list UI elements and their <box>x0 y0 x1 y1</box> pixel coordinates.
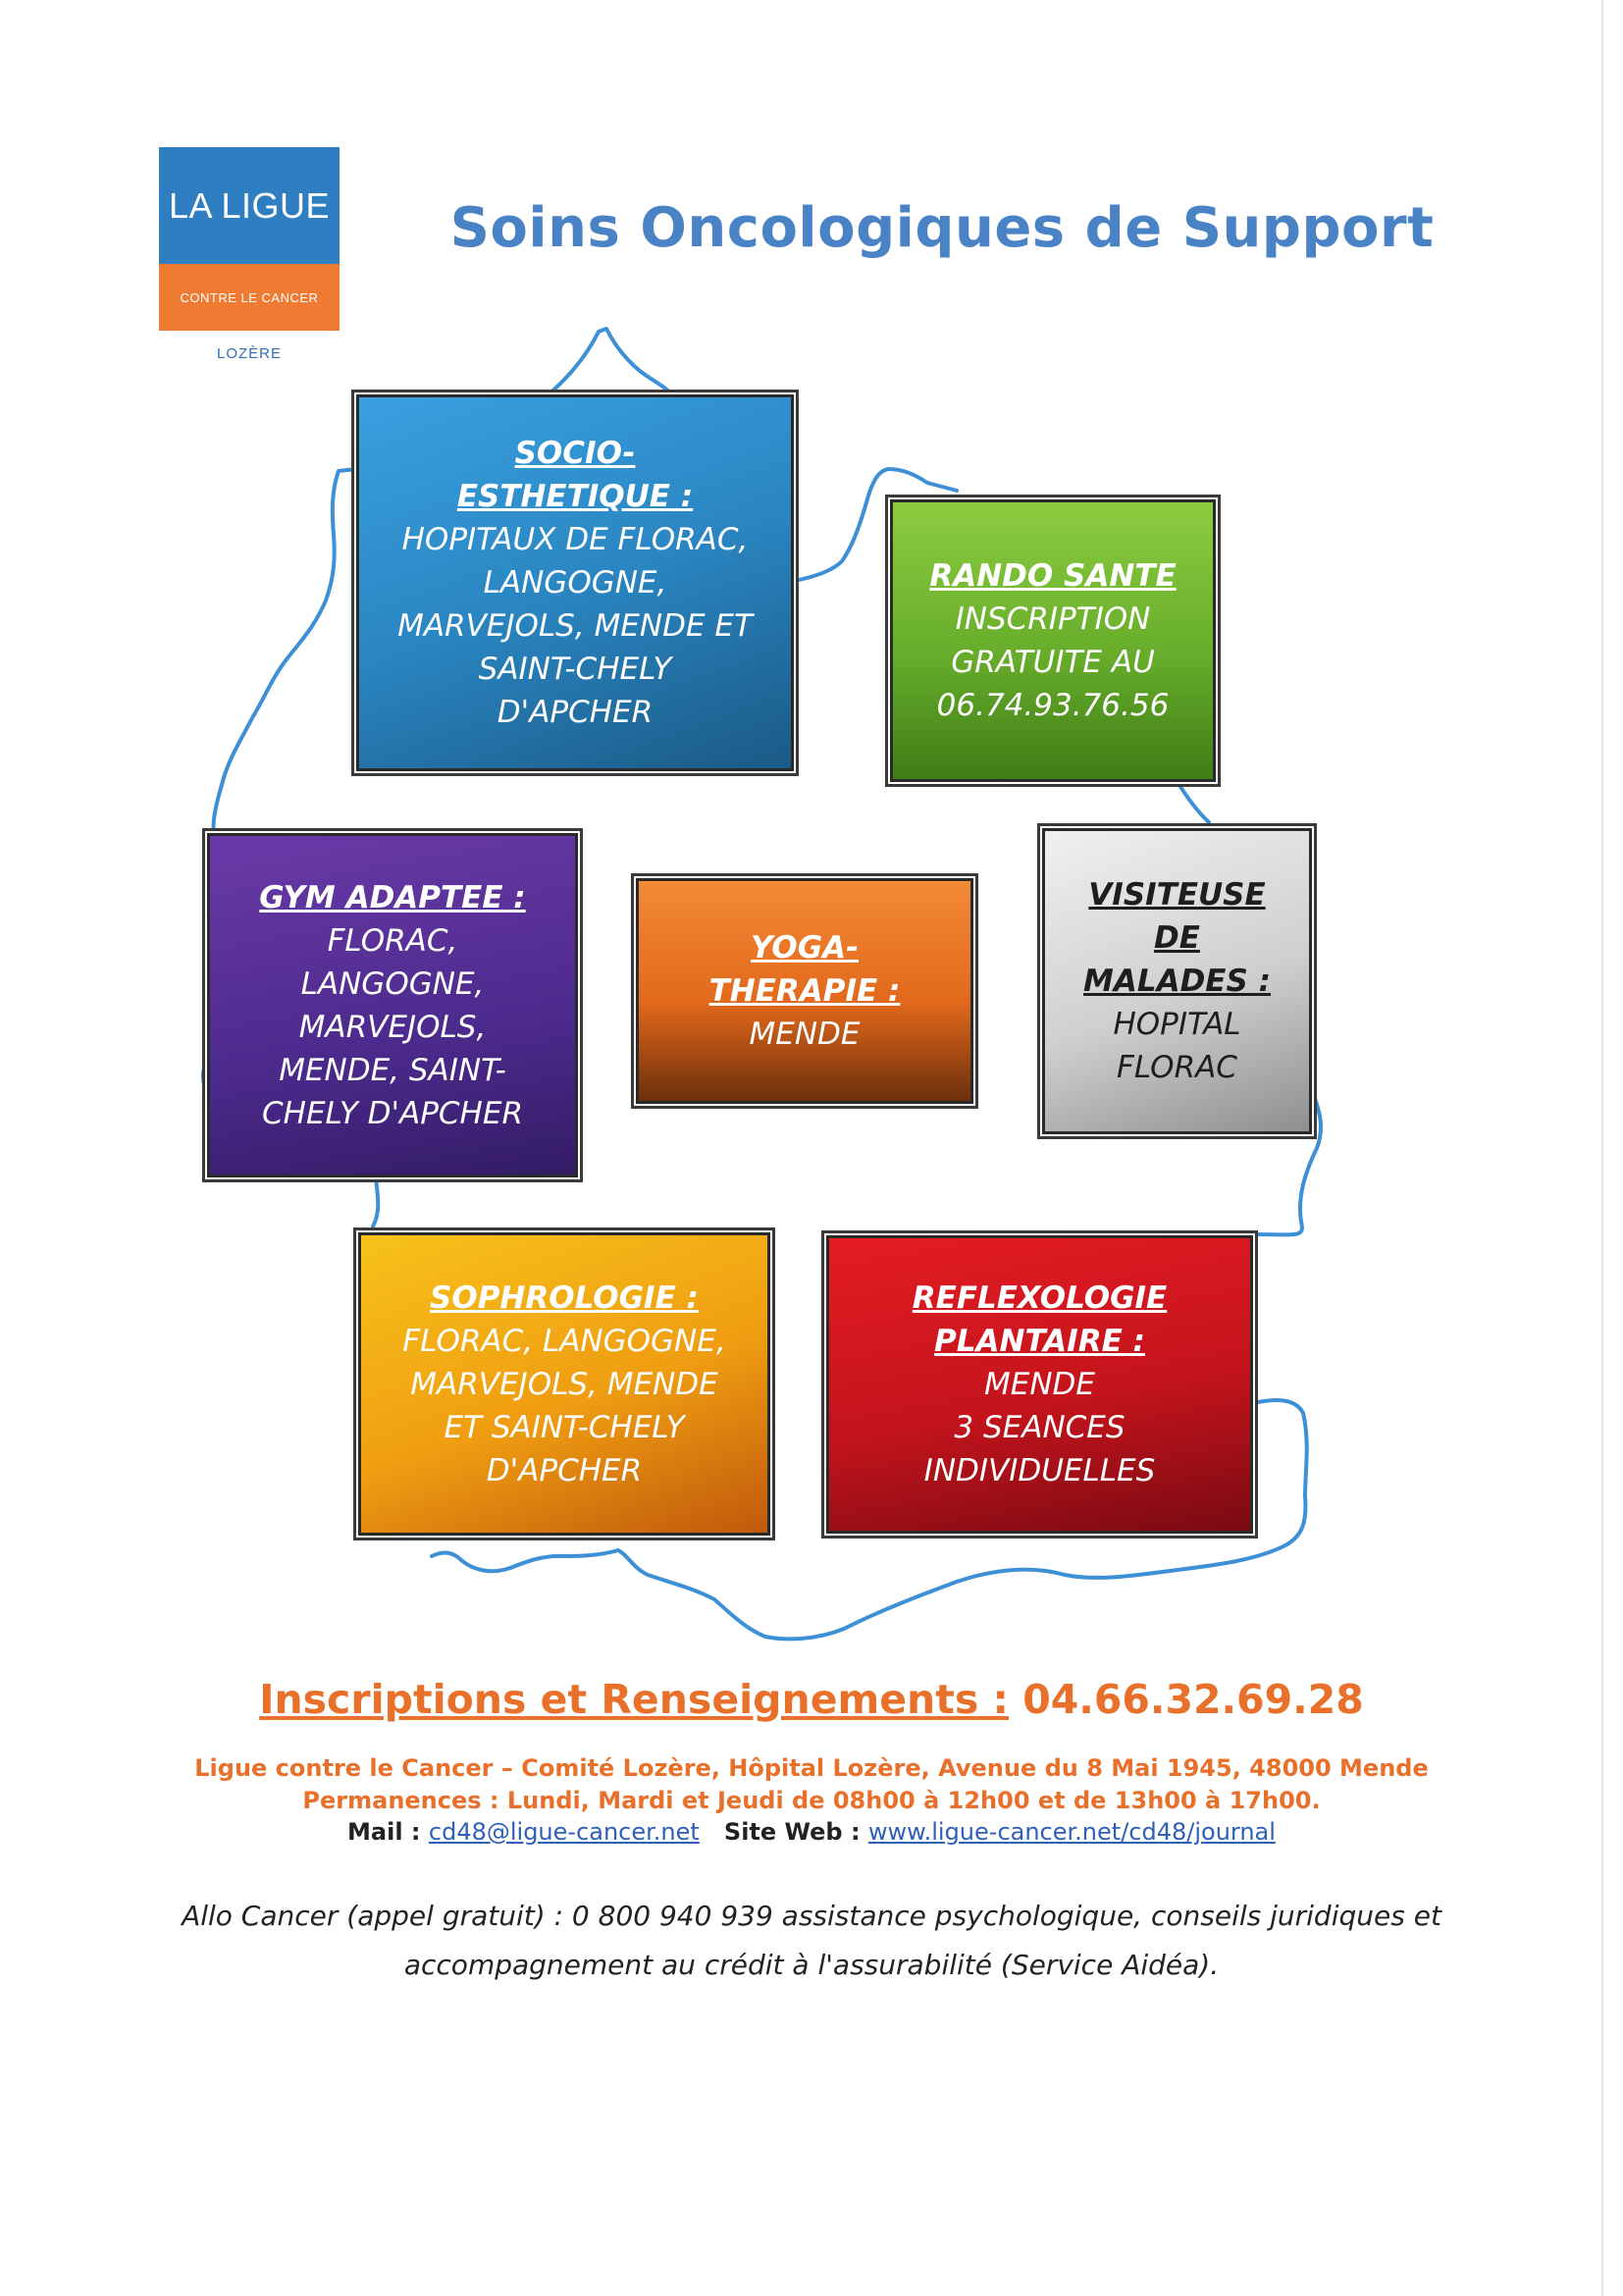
socio-line: D'APCHER <box>497 695 654 730</box>
logo-region: LOZÈRE <box>216 345 282 362</box>
sophro-line: FLORAC, LANGOGNE, <box>402 1323 726 1359</box>
rando-line: INSCRIPTION <box>955 601 1151 637</box>
inscriptions-phone: 04.66.32.69.28 <box>1022 1676 1364 1723</box>
reflex-line: INDIVIDUELLES <box>923 1453 1156 1488</box>
visit-line: HOPITAL <box>1113 1007 1241 1042</box>
sophro-heading: SOPHROLOGIE : <box>430 1279 699 1316</box>
reflex-heading-2: PLANTAIRE : <box>934 1324 1145 1359</box>
reflex-line: 3 SEANCES <box>954 1410 1126 1445</box>
sophro-line: D'APCHER <box>486 1452 643 1488</box>
reflex-heading-1: REFLEXOLOGIE <box>912 1280 1168 1316</box>
box-socio-esthetique <box>356 394 794 771</box>
socio-line: LANGOGNE, <box>483 565 667 600</box>
address-line: Ligue contre le Cancer – Comité Lozère, Hôpital Lozère, Avenue du 8 Mai 1945, 48000 Mende <box>194 1754 1429 1782</box>
socio-line: MARVEJOLS, MENDE ET <box>397 608 753 644</box>
sophro-line: MARVEJOLS, MENDE <box>410 1366 718 1402</box>
visit-line: FLORAC <box>1117 1050 1237 1085</box>
box-reflexologie-plantaire <box>826 1235 1253 1534</box>
sophro-line: ET SAINT-CHELY <box>444 1409 685 1445</box>
visit-heading-2: DE <box>1154 920 1200 956</box>
gym-line: CHELY D'APCHER <box>261 1095 523 1131</box>
inscriptions-label: Inscriptions et Renseignements : <box>259 1676 1009 1723</box>
rando-line: GRATUITE AU <box>951 645 1155 680</box>
box-gym-adaptee <box>207 833 578 1177</box>
gym-line: MENDE, SAINT- <box>279 1052 506 1088</box>
rando-heading: RANDO SANTE <box>929 558 1177 594</box>
hours-line: Permanences : Lundi, Mardi et Jeudi de 08h00 à 12h00 et de 13h00 à 17h00. <box>302 1787 1321 1814</box>
mail-link[interactable]: cd48@ligue-cancer.net <box>428 1818 700 1846</box>
mail-web-line <box>0 1818 1623 1846</box>
reflex-line: MENDE <box>984 1367 1095 1402</box>
gym-line: LANGOGNE, <box>300 965 485 1002</box>
box-sophrologie <box>358 1232 770 1536</box>
yoga-heading-2: THERAPIE : <box>708 973 901 1009</box>
gym-line: FLORAC, <box>327 922 458 959</box>
socio-line: HOPITAUX DE FLORAC, <box>401 522 749 557</box>
logo-line2: CONTRE LE CANCER <box>180 289 319 305</box>
rando-phone: 06.74.93.76.56 <box>936 688 1170 723</box>
socio-heading-1: SOCIO- <box>514 436 636 471</box>
mail-label: Mail : <box>347 1818 421 1846</box>
socio-line: SAINT-CHELY <box>478 652 672 687</box>
allo-cancer-line-1: Allo Cancer (appel gratuit) : 0 800 940 939 assistance psychologique, conseils juridiques et <box>182 1900 1441 1932</box>
visit-heading-3: MALADES : <box>1082 964 1271 999</box>
web-link[interactable]: www.ligue-cancer.net/cd48/journal <box>867 1818 1276 1846</box>
allo-cancer-line-2: accompagnement au crédit à l'assurabilité (Service Aidéa). <box>403 1949 1220 1981</box>
visit-heading-1: VISITEUSE <box>1088 877 1266 913</box>
gym-heading: GYM ADAPTEE : <box>259 879 526 915</box>
inscriptions-line <box>0 1676 1623 1723</box>
gym-line: MARVEJOLS, <box>298 1009 487 1045</box>
logo-line1: LA LIGUE <box>168 184 331 226</box>
socio-heading-2: ESTHETIQUE : <box>456 479 694 514</box>
web-label: Site Web : <box>723 1818 861 1846</box>
box-yoga-therapie <box>636 878 973 1104</box>
box-visiteuse-de-malades <box>1042 828 1312 1134</box>
box-rando-sante <box>890 499 1216 782</box>
yoga-heading-1: YOGA- <box>751 930 859 965</box>
page-title: Soins Oncologiques de Support <box>449 196 1435 260</box>
yoga-line: MENDE <box>749 1017 861 1052</box>
